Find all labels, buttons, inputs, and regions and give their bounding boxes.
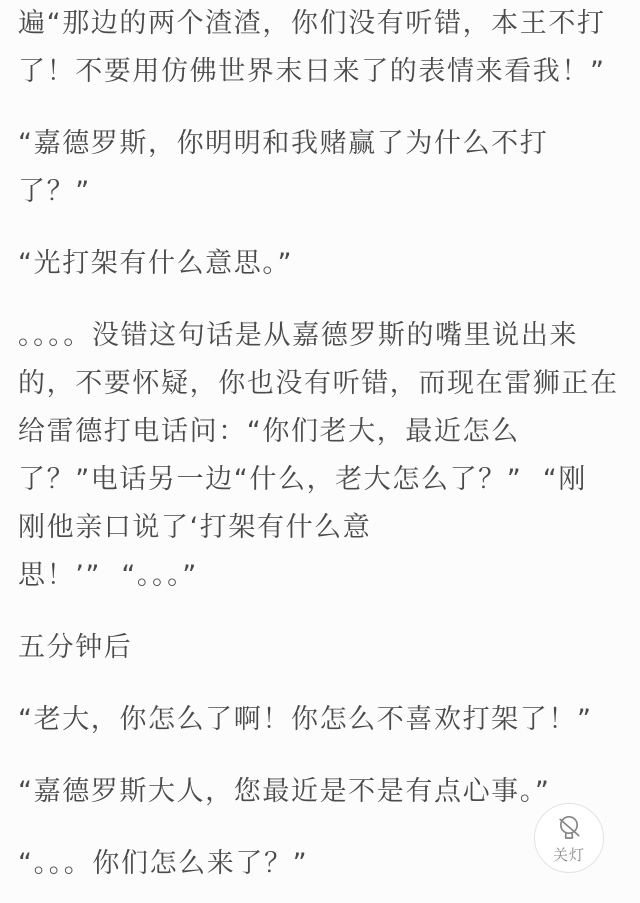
- lights-off-label: 关灯: [552, 846, 585, 864]
- text-line: 思！’” “。。。”: [18, 560, 198, 591]
- text-line: 五分钟后: [18, 632, 133, 663]
- paragraph: [18, 120, 622, 216]
- text-line: 给雷德打电话问：“你们老大，最近怎么: [18, 416, 520, 447]
- text-line: 的，不要怀疑，你也没有听错，而现在雷狮正在: [18, 368, 619, 399]
- paragraph: [18, 840, 622, 888]
- paragraph: [18, 624, 622, 672]
- text-line: 刚他亲口说了‘打架有什么意: [18, 512, 372, 543]
- text-line: 了？”: [18, 176, 91, 207]
- lights-off-button[interactable]: [534, 803, 604, 873]
- paragraph: [18, 696, 622, 744]
- text-line: 了！不要用仿佛世界末日来了的表情来看我！”: [18, 56, 606, 87]
- paragraph: [18, 0, 622, 96]
- text-line: 。。。。没错这句话是从嘉德罗斯的嘴里说出来: [18, 320, 579, 351]
- paragraph: [18, 768, 622, 816]
- text-line: “。。。你们怎么来了？”: [18, 848, 309, 879]
- paragraph: [18, 240, 622, 288]
- text-line: “嘉德罗斯，你明明和我赌赢了为什么不打: [18, 128, 549, 159]
- text-line: 了？”电话另一边“什么，老大怎么了？” “刚: [18, 464, 587, 495]
- lightbulb-off-icon: [553, 813, 585, 845]
- text-line: “老大，你怎么了啊！你怎么不喜欢打架了！”: [18, 704, 593, 735]
- text-line: 遍“那边的两个渣渣，你们没有听错，本王不打: [18, 8, 606, 39]
- text-line: “嘉德罗斯大人，您最近是不是有点心事。”: [18, 776, 551, 807]
- paragraph: [18, 312, 622, 600]
- text-line: “光打架有什么意思。”: [18, 248, 294, 279]
